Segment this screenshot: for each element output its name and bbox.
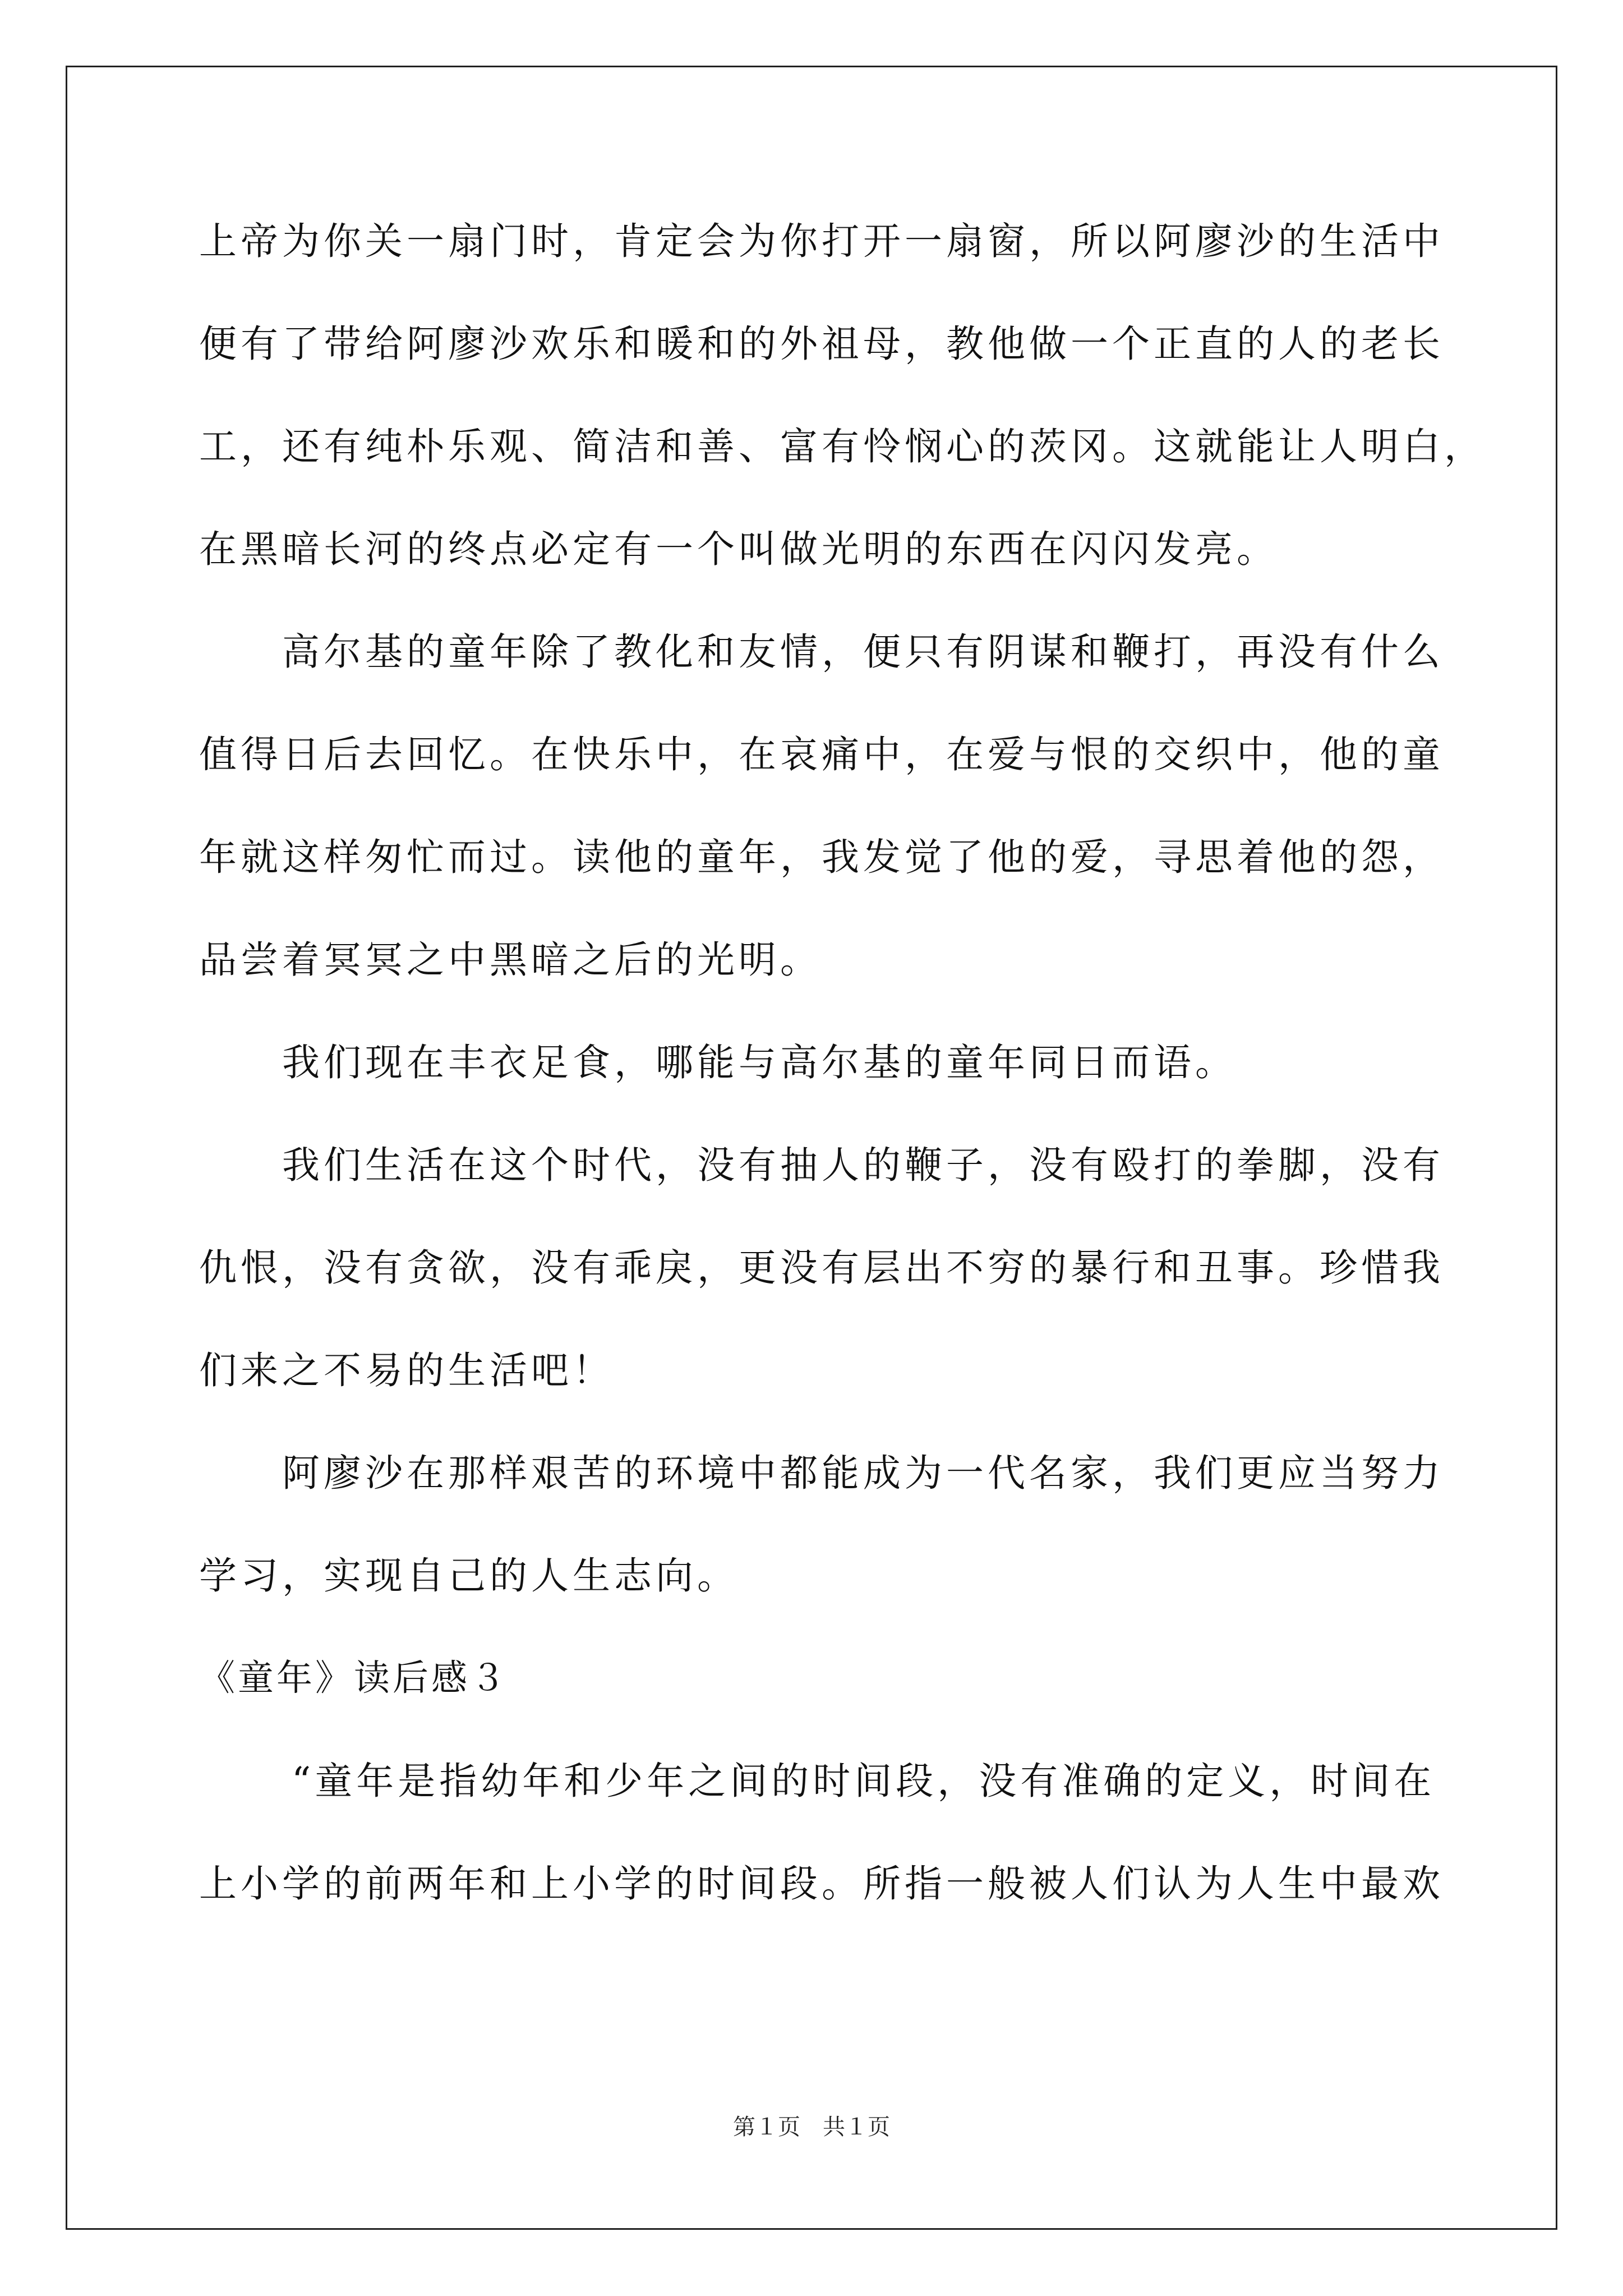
text-line: 我们生活在这个时代，没有抽人的鞭子，没有殴打的拳脚，没有 bbox=[282, 1143, 1444, 1187]
text-line: “童年是指幼年和少年之间的时间段，没有准确的定义，时间在 bbox=[292, 1759, 1436, 1803]
text-line: 上小学的前两年和上小学的时间段。所指一般被人们认为人生中最欢 bbox=[199, 1862, 1444, 1906]
text-line: 阿廖沙在那样艰苦的环境中都能成为一代名家，我们更应当努力 bbox=[282, 1451, 1444, 1495]
text-line: 便有了带给阿廖沙欢乐和暖和的外祖母，教他做一个正直的人的老长 bbox=[199, 322, 1444, 366]
page-number: 第１页 共１页 bbox=[733, 2114, 890, 2140]
text-line: 值得日后去回忆。在快乐中，在哀痛中，在爱与恨的交织中，他的童 bbox=[199, 733, 1444, 776]
section-heading: 《童年》读后感３ bbox=[199, 1658, 509, 1699]
text-line: 仇恨，没有贪欲，没有乖戾，更没有层出不穷的暴行和丑事。珍惜我 bbox=[199, 1246, 1444, 1290]
text-line: 年就这样匆忙而过。读他的童年，我发觉了他的爱，寻思着他的怨， bbox=[199, 835, 1444, 879]
text-line: 上帝为你关一扇门时，肯定会为你打开一扇窗，所以阿廖沙的生活中 bbox=[199, 219, 1444, 263]
text-line: 学习，实现自己的人生志向。 bbox=[199, 1554, 739, 1598]
text-line: 我们现在丰衣足食，哪能与高尔基的童年同日而语。 bbox=[282, 1041, 1237, 1084]
text-line: 在黑暗长河的终点必定有一个叫做光明的东西在闪闪发亮。 bbox=[199, 527, 1278, 571]
text-line: 工，还有纯朴乐观、简洁和善、富有怜悯心的茨冈。这就能让人明白， bbox=[199, 425, 1486, 468]
text-line: 品尝着冥冥之中黑暗之后的光明。 bbox=[199, 938, 822, 982]
text-line: 们来之不易的生活吧！ bbox=[199, 1349, 614, 1392]
text-line: 高尔基的童年除了教化和友情，便只有阴谋和鞭打，再没有什么 bbox=[282, 630, 1444, 674]
